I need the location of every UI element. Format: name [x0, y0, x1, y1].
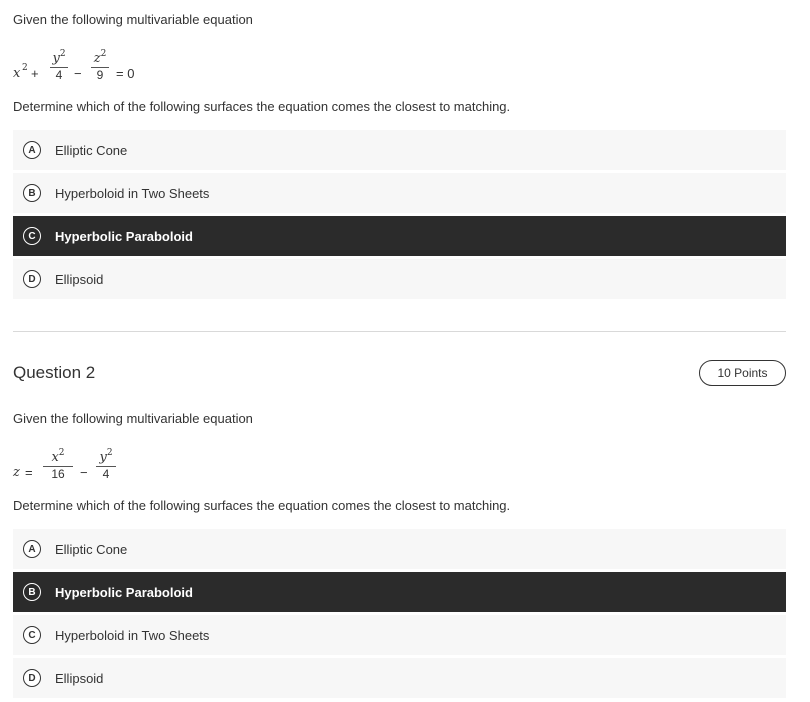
question-divider	[13, 331, 786, 332]
q2-eq-frac-y	[96, 449, 116, 482]
q1-eq-z-exp: 2	[100, 49, 107, 59]
q2-instruction: Determine which of the following surfaces the equation comes the closest to matching.	[13, 498, 511, 513]
q1-eq-rhs: = 0	[116, 66, 135, 81]
q2-eq-x: x	[51, 450, 59, 465]
q1-instruction: Determine which of the following surfaces the equation comes the closest to matching.	[13, 99, 511, 114]
q2-eq-x-den: 16	[51, 467, 65, 481]
q2-option-c[interactable]	[13, 615, 786, 655]
q1-eq-y-exp: 2	[59, 49, 66, 59]
option-label: Elliptic Cone	[55, 142, 128, 158]
q2-points-badge: 10 Points	[699, 360, 786, 386]
q1-eq-y-den: 4	[55, 68, 63, 82]
q2-eq-frac-x	[43, 449, 73, 482]
q1-eq-z: z	[93, 51, 101, 66]
option-letter-badge: C	[23, 227, 41, 245]
q2-prompt: Given the following multivariable equation	[13, 411, 253, 426]
option-letter-badge: A	[23, 540, 41, 558]
q1-prompt: Given the following multivariable equation	[13, 12, 253, 27]
q1-option-c[interactable]	[13, 216, 786, 256]
option-label: Hyperboloid in Two Sheets	[55, 627, 210, 643]
q1-equation	[13, 50, 173, 95]
q1-eq-z-den: 9	[96, 68, 104, 82]
q2-option-a[interactable]	[13, 529, 786, 569]
option-label: Ellipsoid	[55, 271, 104, 287]
q2-option-b[interactable]	[13, 572, 786, 612]
option-letter-badge: B	[23, 184, 41, 202]
option-letter-badge: A	[23, 141, 41, 159]
q1-option-b[interactable]	[13, 173, 786, 213]
q1-eq-x: x	[13, 66, 21, 81]
option-label: Hyperbolic Paraboloid	[55, 584, 193, 600]
option-label: Ellipsoid	[55, 670, 104, 686]
q1-eq-frac-z	[91, 50, 109, 83]
option-letter-badge: B	[23, 583, 41, 601]
q2-eq-minus: −	[80, 465, 88, 480]
q2-eq-z: z	[13, 465, 20, 480]
option-letter-badge: D	[23, 270, 41, 288]
q2-eq-y: y	[99, 450, 107, 465]
q2-title: Question 2	[13, 363, 96, 382]
q2-equation	[13, 449, 173, 494]
q1-eq-frac-y	[50, 50, 68, 83]
q2-eq-y-exp: 2	[106, 448, 113, 458]
q1-option-d[interactable]	[13, 259, 786, 299]
q1-eq-x-exp: 2	[22, 63, 28, 73]
q1-eq-plus: +	[31, 66, 39, 81]
option-letter-badge: C	[23, 626, 41, 644]
option-label: Elliptic Cone	[55, 541, 128, 557]
option-letter-badge: D	[23, 669, 41, 687]
option-label: Hyperbolic Paraboloid	[55, 228, 193, 244]
q2-option-d[interactable]	[13, 658, 786, 698]
q1-eq-y: y	[52, 51, 60, 66]
q1-option-a[interactable]	[13, 130, 786, 170]
q1-eq-minus: −	[74, 66, 82, 81]
option-label: Hyperboloid in Two Sheets	[55, 185, 210, 201]
q2-eq-y-den: 4	[102, 467, 110, 481]
q2-eq-equals: =	[25, 465, 33, 480]
q2-eq-x-exp: 2	[58, 448, 65, 458]
